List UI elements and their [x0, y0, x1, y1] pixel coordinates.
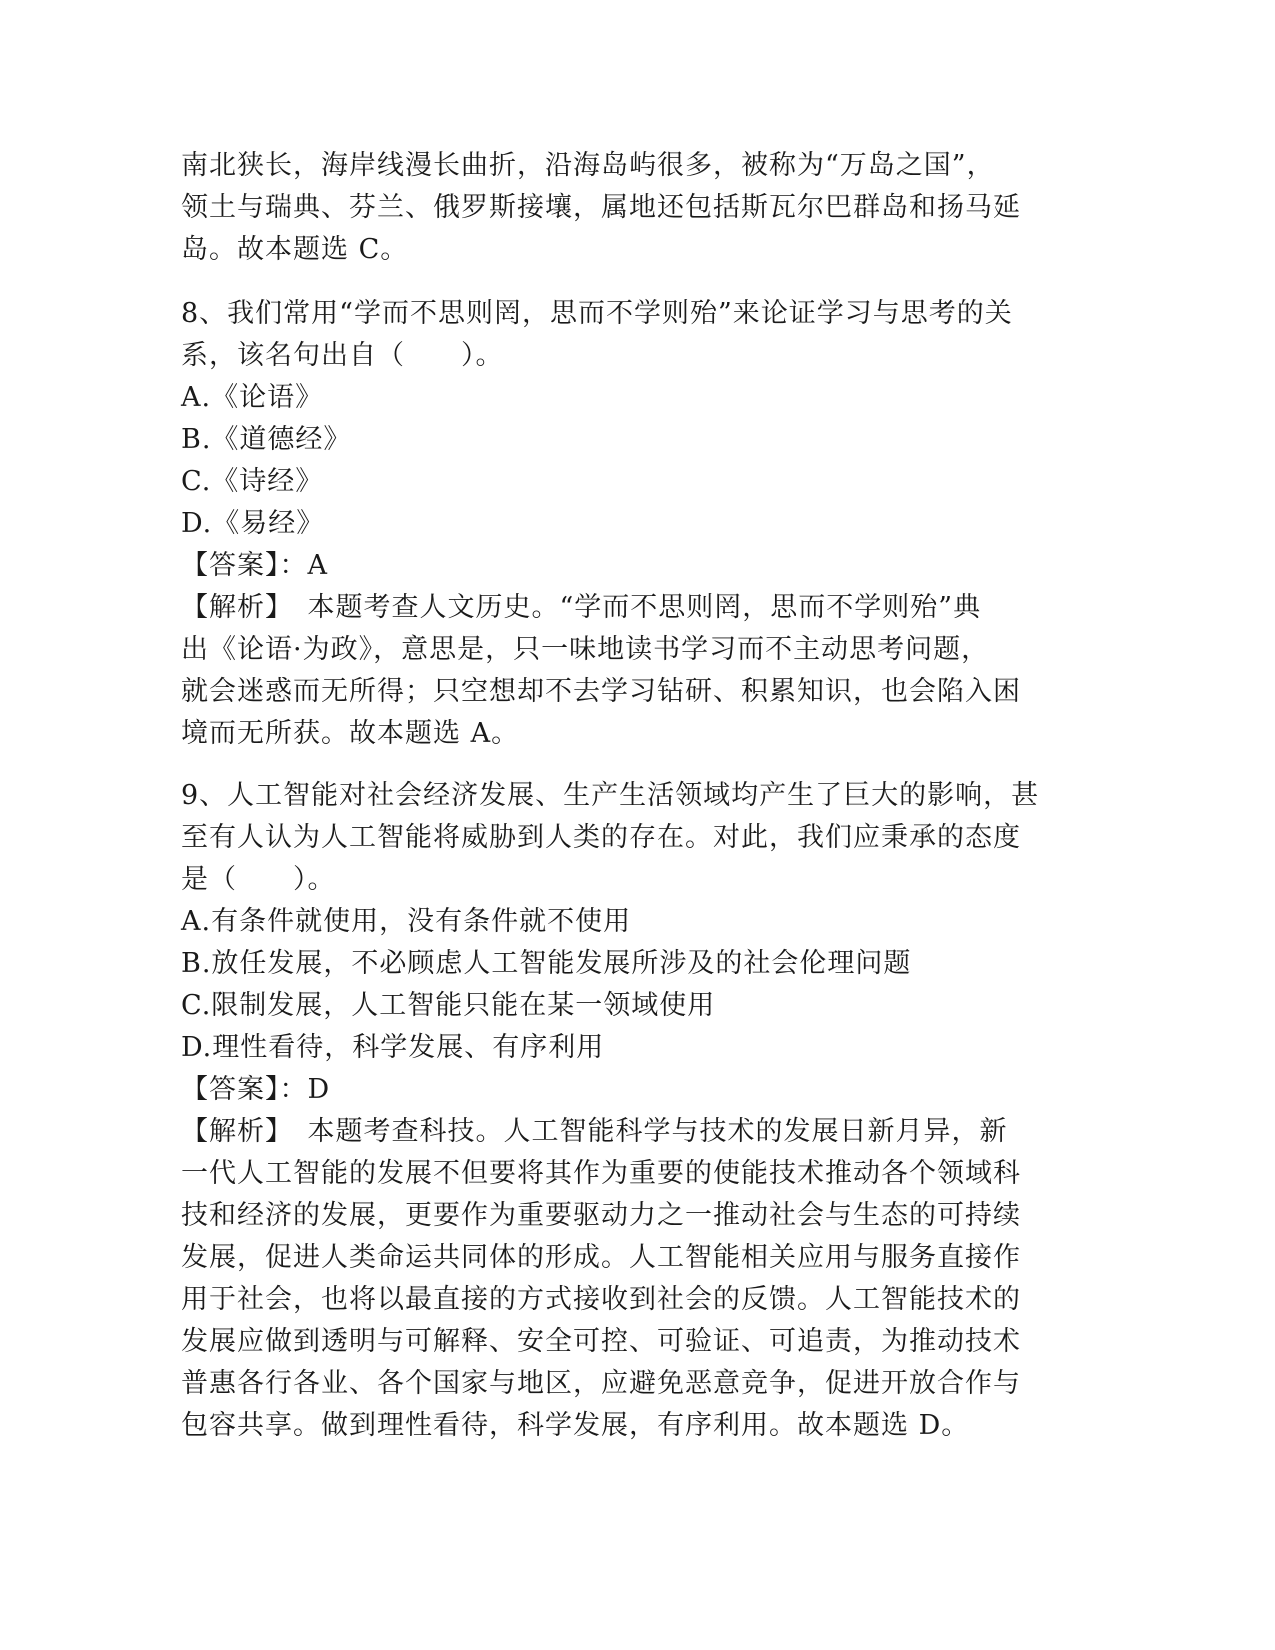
spacer [181, 271, 1081, 293]
analysis-line: 发展应做到透明与可解释、安全可控、可验证、可追责，为推动技术 [181, 1326, 1021, 1357]
option-b: B.《道德经》 [181, 424, 352, 455]
analysis-line: 一代人工智能的发展不但要将其作为重要的使能技术推动各个领域科 [181, 1158, 1021, 1189]
option-a: A.有条件就使用，没有条件就不使用 [181, 906, 632, 937]
question-text-line: 8、我们常用“学而不思则罔，思而不学则殆”来论证学习与思考的关 [181, 298, 1013, 329]
question-9 [181, 775, 1081, 1447]
analysis-line: 包容共享。做到理性看待，科学发展，有序利用。故本题选 D。 [181, 1410, 970, 1441]
question-8 [181, 293, 1081, 755]
question-text-line: 至有人认为人工智能将威胁到人类的存在。对此，我们应秉承的态度 [181, 822, 1021, 853]
question-text-line: 系，该名句出自（ ）。 [181, 340, 504, 371]
text-line: 领土与瑞典、芬兰、俄罗斯接壤，属地还包括斯瓦尔巴群岛和扬马延 [181, 192, 1021, 223]
analysis-line: 境而无所获。故本题选 A。 [181, 718, 520, 749]
analysis-line: 【解析】 本题考查科技。人工智能科学与技术的发展日新月异，新 [181, 1116, 1008, 1147]
question-text-line: 是（ ）。 [181, 864, 336, 895]
answer-line: 【答案】：D [181, 1074, 331, 1105]
document-page [181, 145, 1081, 1447]
option-d: D.理性看待，科学发展、有序利用 [181, 1032, 605, 1063]
option-d: D.《易经》 [181, 508, 325, 539]
analysis-line: 用于社会，也将以最直接的方式接收到社会的反馈。人工智能技术的 [181, 1284, 1021, 1315]
analysis-line: 【解析】 本题考查人文历史。“学而不思则罔，思而不学则殆”典 [181, 592, 982, 623]
analysis-line: 出《论语·为政》，意思是，只一味地读书学习而不主动思考问题， [181, 634, 990, 665]
analysis-line: 就会迷惑而无所得；只空想却不去学习钻研、积累知识，也会陷入困 [181, 676, 1021, 707]
option-b: B.放任发展，不必顾虑人工智能发展所涉及的社会伦理问题 [181, 948, 912, 979]
option-a: A.《论语》 [181, 382, 324, 413]
option-c: C.《诗经》 [181, 466, 324, 497]
option-c: C.限制发展，人工智能只能在某一领域使用 [181, 990, 716, 1021]
text-line: 南北狭长，海岸线漫长曲折，沿海岛屿很多，被称为“万岛之国”， [181, 150, 995, 181]
text-line: 岛。故本题选 C。 [181, 234, 409, 265]
previous-analysis-continuation [181, 145, 1081, 271]
answer-line: 【答案】：A [181, 550, 328, 581]
analysis-line: 普惠各行各业、各个国家与地区，应避免恶意竞争，促进开放合作与 [181, 1368, 1021, 1399]
question-text-line: 9、人工智能对社会经济发展、生产生活领域均产生了巨大的影响，甚 [181, 780, 1040, 811]
spacer [181, 755, 1081, 775]
analysis-line: 技和经济的发展，更要作为重要驱动力之一推动社会与生态的可持续 [181, 1200, 1021, 1231]
analysis-line: 发展，促进人类命运共同体的形成。人工智能相关应用与服务直接作 [181, 1242, 1021, 1273]
